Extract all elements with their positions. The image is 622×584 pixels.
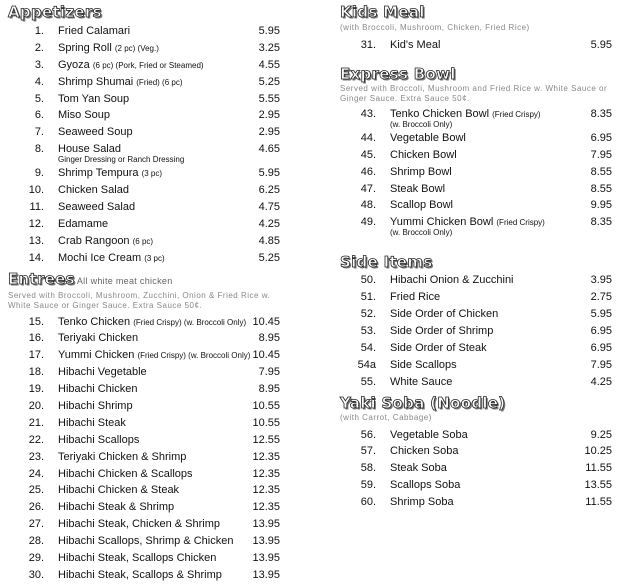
- item-name: Shrimp Bowl: [390, 165, 452, 178]
- item-name-wrap: [58, 516, 220, 533]
- item-subnote: (w. Broccoli Only): [390, 119, 453, 129]
- item-name-wrap: [58, 347, 250, 365]
- menu-item-row: [8, 330, 280, 347]
- item-name: Hibachi Scallops, Shrimp & Chicken: [58, 535, 234, 548]
- item-name: Hibachi Scallops: [58, 433, 140, 446]
- item-price: 13.95: [252, 518, 280, 531]
- item-name: Spring Roll: [58, 41, 112, 54]
- item-name: Kid's Meal: [390, 39, 441, 51]
- item-name: Shrimp Tempura: [58, 167, 139, 180]
- item-number: 25.: [28, 484, 44, 497]
- item-name-wrap: [390, 374, 452, 391]
- menu-item-row: [340, 443, 612, 460]
- item-name-wrap: [58, 567, 222, 584]
- item-price: 5.95: [258, 167, 280, 180]
- menu-item-row: [8, 165, 280, 182]
- item-price: 5.95: [590, 308, 612, 321]
- item-number: 58.: [360, 462, 376, 475]
- menu-item-row: [8, 364, 280, 381]
- item-name-wrap: [58, 74, 183, 92]
- item-number: 9.: [34, 167, 44, 180]
- item-number: 21.: [28, 416, 44, 429]
- item-name-wrap: [58, 23, 130, 40]
- menu-item-row: [8, 199, 280, 216]
- item-price: 2.95: [258, 109, 280, 122]
- item-name-wrap: [58, 364, 147, 381]
- entrees-title-note: All white meat chicken: [76, 275, 173, 286]
- item-number: 23.: [28, 450, 44, 463]
- item-price: 2.75: [590, 291, 612, 304]
- menu-item-row: [8, 182, 280, 199]
- menu-item-row: [8, 107, 280, 124]
- item-name: Seaweed Soup: [58, 126, 133, 139]
- item-name: Side Order of Steak: [390, 341, 487, 354]
- item-price: 10.45: [252, 315, 280, 328]
- item-name-wrap: [390, 181, 445, 198]
- item-name-wrap: [58, 381, 137, 398]
- menu-item-row: [8, 432, 280, 449]
- item-name-wrap: [58, 107, 110, 124]
- item-price: 9.95: [590, 199, 612, 212]
- item-price: 13.95: [252, 535, 280, 548]
- entrees-note: Served with Broccoli, Mushroom, Zucchini, Onion & Fried Rice w. White Sauce or Ginger Sauce. Extra Sauce 50¢.: [8, 290, 271, 310]
- item-name-wrap: [58, 466, 193, 483]
- menu-item-row: [340, 181, 612, 198]
- menu-item-row: [8, 415, 280, 432]
- item-number: 4.: [34, 75, 44, 88]
- item-note: (6 pc) (Pork, Fried or Steamed): [92, 60, 204, 70]
- menu-item-row: [8, 233, 280, 250]
- item-number: 54.: [360, 341, 376, 354]
- item-name-wrap: [390, 357, 457, 374]
- item-name-wrap: [58, 449, 186, 466]
- appetizers-title: Appetizers: [8, 3, 102, 21]
- item-name: Side Scallops: [390, 358, 457, 371]
- item-price: 12.35: [252, 501, 280, 514]
- item-number: 19.: [28, 383, 44, 396]
- item-name: Hibachi Shrimp: [58, 400, 133, 413]
- item-number: 15.: [28, 315, 44, 328]
- menu-item-row: [8, 499, 280, 516]
- menu-item-row: [8, 74, 280, 91]
- menu-item-row: [8, 124, 280, 141]
- item-note: (2 pc) (Veg.): [114, 43, 159, 53]
- item-note: (Fried Crispy): [496, 218, 545, 228]
- item-number: 46.: [360, 165, 376, 178]
- menu-item-row: [340, 340, 612, 357]
- item-note: (Fried) (6 pc): [136, 77, 183, 87]
- item-number: 5.: [34, 92, 44, 105]
- item-name: Tenko Chicken: [58, 315, 131, 328]
- menu-item-row: [340, 427, 612, 444]
- item-name: Hibachi Steak, Scallops Chicken: [58, 552, 217, 565]
- menu-item-row: [340, 164, 612, 181]
- item-number: 55.: [360, 375, 376, 388]
- menu-item-row: [8, 466, 280, 483]
- item-number: 45.: [360, 148, 376, 161]
- item-name: Side Order of Shrimp: [390, 325, 494, 338]
- item-number: 8.: [34, 143, 44, 156]
- item-price: 8.55: [590, 182, 612, 195]
- item-number: 52.: [360, 308, 376, 321]
- menu-item-row: [340, 494, 612, 511]
- item-price: 7.95: [590, 358, 612, 371]
- item-price: 6.25: [258, 184, 280, 197]
- item-name-wrap: [58, 40, 159, 58]
- item-number: 2.: [34, 41, 44, 54]
- item-price: 5.25: [258, 75, 280, 88]
- item-price: 7.95: [258, 366, 280, 379]
- express-title: Express Bowl: [340, 64, 456, 83]
- item-name: Crab Rangoon: [58, 234, 130, 247]
- item-name: Seaweed Salad: [58, 201, 136, 214]
- item-price: 12.35: [252, 467, 280, 480]
- item-number: 53.: [360, 325, 376, 338]
- menu-item-row: [340, 477, 612, 494]
- item-name: Chicken Bowl: [390, 148, 457, 161]
- sides-section: [340, 254, 612, 390]
- item-price: 8.95: [258, 383, 280, 396]
- item-subnote: (w. Broccoli Only): [390, 228, 453, 238]
- item-price: 8.35: [590, 216, 612, 229]
- menu-item-row: [8, 40, 280, 57]
- item-number: 7.: [34, 126, 44, 139]
- item-name: Shrimp Soba: [390, 496, 454, 509]
- item-price: 8.35: [590, 107, 612, 120]
- item-name: Hibachi Chicken & Steak: [58, 484, 180, 497]
- menu-item-row: [340, 130, 612, 147]
- item-name: Vegetable Soba: [390, 428, 468, 441]
- appetizers-list: [8, 23, 280, 267]
- menu-item-row: [340, 272, 612, 289]
- item-price: 13.95: [252, 552, 280, 565]
- item-name-wrap: [58, 199, 135, 216]
- item-price: 11.55: [585, 496, 612, 509]
- item-number: 10.: [28, 184, 44, 197]
- item-price: 12.55: [252, 433, 280, 446]
- menu-item-row: [8, 550, 280, 567]
- left-column: [8, 0, 280, 584]
- item-number: 59.: [360, 479, 376, 492]
- menu-item-row: [340, 147, 612, 164]
- menu-item-row: [340, 214, 612, 238]
- item-number: 14.: [28, 251, 44, 264]
- kids-list: [340, 37, 612, 54]
- item-name: Side Order of Chicken: [390, 308, 499, 321]
- item-name-wrap: [390, 130, 466, 147]
- item-name: Hibachi Steak & Shrimp: [58, 501, 175, 514]
- appetizers-section: [8, 0, 280, 267]
- item-price: 11.55: [585, 462, 612, 475]
- item-name: Scallops Soba: [390, 479, 461, 492]
- item-name: White Sauce: [390, 375, 453, 388]
- item-name-wrap: [390, 323, 493, 340]
- item-number: 1.: [34, 25, 44, 37]
- item-number: 60.: [360, 496, 376, 509]
- item-number: 30.: [28, 568, 44, 581]
- item-name: Teriyaki Chicken & Shrimp: [58, 450, 187, 463]
- item-price: 8.55: [590, 165, 612, 178]
- item-name-wrap: [390, 477, 460, 494]
- menu-item-row: [340, 106, 612, 130]
- kids-section: [340, 0, 612, 54]
- soba-title: Yaki Soba (Noodle): [340, 393, 506, 412]
- item-name-wrap: [58, 415, 126, 432]
- item-name-wrap: [58, 314, 246, 332]
- item-name-wrap: [58, 432, 139, 449]
- item-name-wrap: [390, 494, 454, 511]
- menu-item-row: [8, 398, 280, 415]
- item-number: 24.: [28, 467, 44, 480]
- item-number: 27.: [28, 518, 44, 531]
- item-name: Hibachi Chicken & Scallops: [58, 467, 193, 480]
- item-price: 8.95: [258, 332, 280, 345]
- item-name: Teriyaki Chicken: [58, 332, 139, 345]
- item-name-wrap: [58, 165, 162, 183]
- menu-item-row: [8, 23, 280, 40]
- item-price: 4.55: [258, 58, 280, 71]
- express-section: [340, 66, 612, 238]
- item-name: Miso Soup: [58, 109, 110, 122]
- entrees-title-row: [8, 271, 280, 290]
- item-name-wrap: [58, 57, 204, 75]
- item-number: 6.: [34, 109, 44, 122]
- menu-item-row: [8, 91, 280, 108]
- item-name-wrap: [58, 330, 138, 347]
- item-number: 54a: [357, 358, 376, 371]
- entrees-section: [8, 271, 280, 584]
- item-price: 3.95: [590, 274, 612, 287]
- right-column: [340, 0, 612, 511]
- item-price: 12.35: [252, 450, 280, 463]
- item-price: 4.25: [258, 217, 280, 230]
- item-name: Fried Rice: [390, 291, 441, 304]
- item-price: 10.25: [584, 445, 612, 458]
- item-price: 7.95: [590, 148, 612, 161]
- item-name-wrap: [390, 289, 440, 306]
- item-name: Hibachi Steak, Scallops & Shrimp: [58, 568, 222, 581]
- item-name-wrap: [58, 216, 108, 233]
- item-name: Chicken Salad: [58, 184, 129, 197]
- sides-list: [340, 272, 612, 390]
- entrees-title: Entrees: [8, 269, 75, 288]
- item-price: 5.95: [590, 39, 612, 51]
- item-price: 4.65: [258, 143, 280, 156]
- item-name: Vegetable Bowl: [390, 131, 466, 144]
- menu-item-row: [340, 306, 612, 323]
- menu-item-row: [340, 357, 612, 374]
- menu-item-row: [340, 460, 612, 477]
- menu-item-row: [340, 374, 612, 391]
- soba-list: [340, 427, 612, 511]
- item-name: Hibachi Vegetable: [58, 366, 147, 379]
- item-name: Yummi Chicken Bowl: [390, 216, 494, 229]
- item-price: 13.95: [252, 568, 280, 581]
- item-price: 3.25: [258, 41, 280, 54]
- item-number: 28.: [28, 535, 44, 548]
- item-name: Hibachi Steak: [58, 416, 126, 429]
- menu-item-row: [340, 289, 612, 306]
- item-number: 11.: [29, 201, 44, 214]
- menu-item-row: [8, 567, 280, 584]
- item-price: 10.55: [252, 400, 280, 413]
- menu-item-row: [8, 57, 280, 74]
- item-name-wrap: [390, 306, 498, 323]
- item-name-wrap: [58, 398, 133, 415]
- item-number: 43.: [360, 107, 376, 120]
- item-number: 47.: [360, 182, 376, 195]
- item-note: (6 pc): [132, 236, 154, 246]
- item-note: (Fried Crispy) (w. Broccoli Only): [133, 317, 247, 327]
- item-price: 4.25: [590, 375, 612, 388]
- item-name: Yummi Chicken: [58, 349, 135, 362]
- item-price: 4.75: [258, 201, 280, 214]
- item-price: 10.55: [252, 416, 280, 429]
- item-number: 29.: [28, 552, 44, 565]
- item-number: 13.: [28, 234, 44, 247]
- menu-item-row: [340, 37, 612, 54]
- item-number: 3.: [34, 58, 44, 71]
- item-price: 6.95: [590, 131, 612, 144]
- menu-item-row: [340, 323, 612, 340]
- item-note: (3 pc): [141, 169, 163, 179]
- item-number: 18.: [28, 366, 44, 379]
- item-name-wrap: [390, 427, 468, 444]
- item-name: Gyoza: [58, 58, 90, 71]
- menu-item-row: [8, 347, 280, 364]
- item-price: 5.25: [258, 251, 280, 264]
- item-number: 26.: [28, 501, 44, 514]
- item-name: Steak Bowl: [390, 182, 446, 195]
- menu-item-row: [340, 197, 612, 214]
- item-name: House Salad: [58, 143, 121, 156]
- item-name-wrap: [58, 550, 216, 567]
- menu-item-row: [8, 250, 280, 267]
- item-subnote: Ginger Dressing or Ranch Dressing: [58, 155, 185, 165]
- item-price: 5.55: [258, 92, 280, 105]
- express-list: [340, 106, 612, 238]
- item-note: (3 pc): [144, 253, 165, 263]
- item-name-wrap: [390, 272, 514, 289]
- menu-item-row: [8, 216, 280, 233]
- item-number: 50.: [360, 274, 376, 287]
- item-name: Steak Soba: [390, 462, 447, 475]
- item-name-wrap: [58, 499, 174, 516]
- item-price: 12.35: [252, 484, 280, 497]
- item-name-wrap: [58, 182, 129, 199]
- express-note: Served with Broccoli, Mushroom and Fried Rice w. White Sauce or Ginger Sauce. Extra Sauce 50¢.: [340, 83, 608, 103]
- item-number: 49.: [360, 216, 376, 229]
- kids-note: (with Broccoli, Mushroom, Chicken, Fried Rice): [340, 23, 530, 32]
- item-name: Fried Calamari: [58, 25, 131, 37]
- item-name: Edamame: [58, 217, 109, 230]
- item-note: (Fried Crispy): [492, 109, 541, 119]
- item-number: 56.: [360, 428, 376, 441]
- item-number: 51.: [360, 291, 376, 304]
- menu-item-row: [8, 381, 280, 398]
- item-number: 44.: [360, 131, 376, 144]
- item-name-wrap: [58, 250, 165, 268]
- item-name: Mochi Ice Cream: [58, 251, 142, 264]
- item-number: 16.: [28, 332, 44, 345]
- item-number: 20.: [28, 400, 44, 413]
- item-name-wrap: [390, 164, 452, 181]
- item-name-wrap: [58, 233, 153, 251]
- item-name-wrap: [58, 482, 179, 499]
- item-name: Hibachi Onion & Zucchini: [390, 274, 514, 287]
- item-price: 4.85: [258, 234, 280, 247]
- menu-item-row: [8, 449, 280, 466]
- item-name-wrap: [390, 197, 453, 214]
- item-name: Hibachi Steak, Chicken & Shrimp: [58, 518, 221, 531]
- soba-section: [340, 395, 612, 511]
- item-number: 48.: [360, 199, 376, 212]
- item-name-wrap: [390, 37, 440, 54]
- item-number: 12.: [28, 217, 44, 230]
- item-note: (Fried Crispy) (w. Broccoli Only): [137, 351, 251, 361]
- menu-item-row: [8, 314, 280, 331]
- menu-item-row: [8, 516, 280, 533]
- item-price: 2.95: [258, 126, 280, 139]
- item-price: 6.95: [590, 325, 612, 338]
- sides-title: Side Items: [340, 253, 433, 272]
- item-name-wrap: [390, 443, 459, 460]
- item-name: Chicken Soba: [390, 445, 459, 458]
- item-name: Tom Yan Soup: [58, 92, 130, 105]
- item-name-wrap: [390, 460, 447, 477]
- item-price: 10.45: [252, 349, 280, 362]
- kids-title: Kids Meal: [340, 3, 425, 21]
- item-name-wrap: [58, 91, 129, 108]
- item-number: 17.: [28, 349, 44, 362]
- item-price: 5.95: [258, 25, 280, 37]
- menu-item-row: [8, 141, 280, 165]
- item-number: 31.: [360, 39, 376, 51]
- menu-item-row: [8, 482, 280, 499]
- item-price: 9.25: [590, 428, 612, 441]
- entrees-list: [8, 314, 280, 584]
- item-name-wrap: [58, 124, 133, 141]
- item-price: 6.95: [590, 341, 612, 354]
- item-name: Hibachi Chicken: [58, 383, 138, 396]
- item-name: Shrimp Shumai: [58, 75, 134, 88]
- item-price: 13.55: [584, 479, 612, 492]
- soba-note: (with Carrot, Cabbage): [340, 412, 432, 422]
- item-number: 57.: [360, 445, 376, 458]
- item-name-wrap: [390, 340, 487, 357]
- item-name: Scallop Bowl: [390, 199, 453, 212]
- item-number: 22.: [28, 433, 44, 446]
- item-name-wrap: [390, 147, 457, 164]
- item-name: Tenko Chicken Bowl: [390, 107, 490, 120]
